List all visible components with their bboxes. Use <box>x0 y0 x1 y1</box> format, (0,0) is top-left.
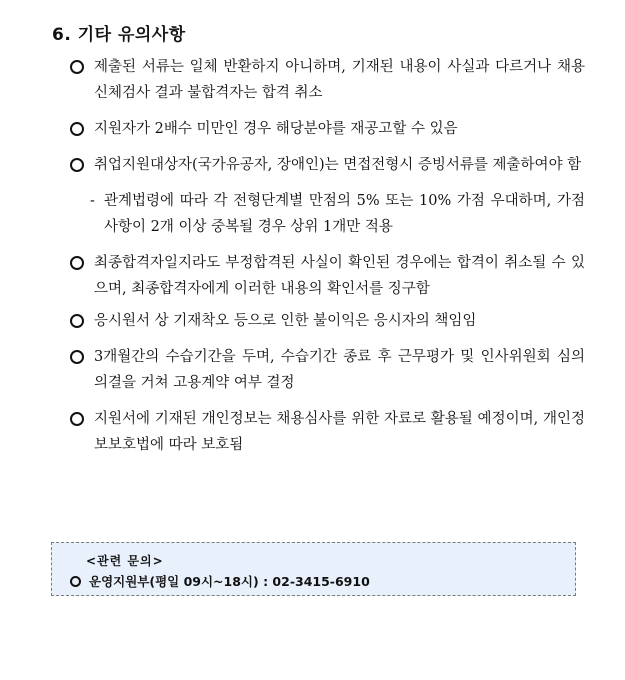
item-text: 3개월간의 수습기간을 두며, 수습기간 종료 후 근무평가 및 인사위원회 심의 의결을 거쳐 고용계약 여부 결정 <box>94 349 585 391</box>
item-text: 취업지원대상자(국가유공자, 장애인)는 면접전형시 증빙서류를 제출하여야 함 <box>94 157 582 173</box>
circle-bullet-icon <box>70 158 84 172</box>
item-text: 지원자가 2배수 미만인 경우 해당분야를 재공고할 수 있음 <box>94 121 458 137</box>
circle-bullet-icon <box>70 350 84 364</box>
circle-bullet-icon <box>70 122 84 136</box>
list-item <box>70 406 585 458</box>
circle-bullet-icon <box>70 314 84 328</box>
list-item <box>70 54 585 106</box>
subitem-text: 관계법령에 따라 각 전형단계별 만점의 5% 또는 10% 가점 우대하며, 가점사항이 2개 이상 중복될 경우 상위 1개만 적용 <box>104 193 585 235</box>
contact-box <box>51 542 576 596</box>
circle-bullet-icon <box>70 60 84 74</box>
dash-bullet: - <box>90 193 95 209</box>
sub-list-item <box>70 188 585 240</box>
item-text: 제출된 서류는 일체 반환하지 아니하며, 기재된 내용이 사실과 다르거나 채용신체검사 결과 불합격자는 합격 취소 <box>94 59 585 101</box>
item-text: 최종합격자일지라도 부정합격된 사실이 확인된 경우에는 합격이 취소될 수 있으며, 최종합격자에게 이러한 내용의 확인서를 징구함 <box>94 255 585 297</box>
item-text: 응시원서 상 기재착오 등으로 인한 불이익은 응시자의 책임임 <box>94 313 477 329</box>
section-title: 6. 기타 유의사항 <box>52 25 186 45</box>
list-item <box>70 116 585 142</box>
circle-bullet-icon <box>70 576 81 587</box>
notice-list <box>70 54 585 458</box>
contact-title: <관련 문의> <box>86 554 164 568</box>
item-text: 지원서에 기재된 개인정보는 채용심사를 위한 자료로 활용될 예정이며, 개인정보보호법에 따라 보호됨 <box>94 411 585 453</box>
circle-bullet-icon <box>70 412 84 426</box>
list-item <box>70 308 585 334</box>
list-item <box>70 250 585 302</box>
list-item <box>70 152 585 178</box>
circle-bullet-icon <box>70 256 84 270</box>
list-item <box>70 344 585 396</box>
contact-line <box>70 572 370 590</box>
contact-text: 운영지원부(평일 09시~18시) : 02-3415-6910 <box>89 574 370 589</box>
